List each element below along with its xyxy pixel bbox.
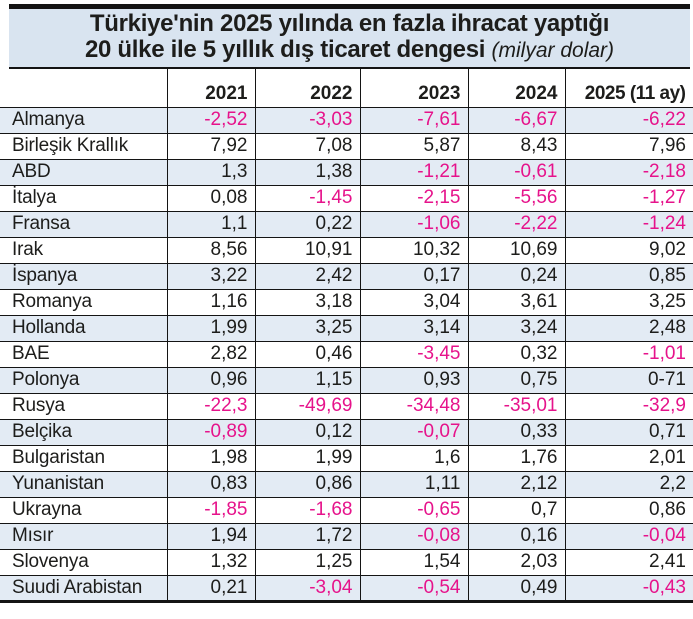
country-cell: Belçika bbox=[0, 419, 167, 445]
value-cell: -3,04 bbox=[255, 575, 360, 601]
title-unit-note: (milyar dolar) bbox=[491, 39, 615, 62]
country-cell: Fransa bbox=[0, 211, 167, 237]
value-cell: 0,86 bbox=[565, 497, 693, 523]
value-cell: -0,89 bbox=[167, 419, 255, 445]
value-cell: -1,24 bbox=[565, 211, 693, 237]
country-cell: İspanya bbox=[0, 263, 167, 289]
header-row bbox=[0, 69, 693, 107]
value-cell: 2,03 bbox=[468, 549, 565, 575]
value-cell: 2,42 bbox=[255, 263, 360, 289]
value-cell: -6,22 bbox=[565, 107, 693, 133]
table-row bbox=[0, 107, 693, 133]
table-row bbox=[0, 289, 693, 315]
value-cell: 3,18 bbox=[255, 289, 360, 315]
value-cell: 1,6 bbox=[360, 445, 468, 471]
value-cell: -2,18 bbox=[565, 159, 693, 185]
value-cell: 3,24 bbox=[468, 315, 565, 341]
country-cell: İtalya bbox=[0, 185, 167, 211]
country-cell: Almanya bbox=[0, 107, 167, 133]
value-cell: 7,96 bbox=[565, 133, 693, 159]
value-cell: -0,07 bbox=[360, 419, 468, 445]
value-cell: 2,2 bbox=[565, 471, 693, 497]
table-row bbox=[0, 523, 693, 549]
value-cell: 1,54 bbox=[360, 549, 468, 575]
value-cell: 0,71 bbox=[565, 419, 693, 445]
table-row bbox=[0, 497, 693, 523]
year-header-2023: 2023 bbox=[360, 69, 468, 107]
table-row bbox=[0, 367, 693, 393]
table-row bbox=[0, 263, 693, 289]
value-cell: 0,32 bbox=[468, 341, 565, 367]
value-cell: 0,75 bbox=[468, 367, 565, 393]
value-cell: -0,54 bbox=[360, 575, 468, 601]
value-cell: 0,17 bbox=[360, 263, 468, 289]
value-cell: 5,87 bbox=[360, 133, 468, 159]
value-cell: 0,33 bbox=[468, 419, 565, 445]
value-cell: -1,85 bbox=[167, 497, 255, 523]
value-cell: 2,48 bbox=[565, 315, 693, 341]
year-header-2024: 2024 bbox=[468, 69, 565, 107]
country-column-header bbox=[0, 69, 167, 107]
value-cell: 7,08 bbox=[255, 133, 360, 159]
country-cell: BAE bbox=[0, 341, 167, 367]
value-cell: 1,38 bbox=[255, 159, 360, 185]
value-cell: 1,72 bbox=[255, 523, 360, 549]
value-cell: 3,22 bbox=[167, 263, 255, 289]
value-cell: 2,01 bbox=[565, 445, 693, 471]
value-cell: -1,68 bbox=[255, 497, 360, 523]
country-cell: Rusya bbox=[0, 393, 167, 419]
value-cell: -0,65 bbox=[360, 497, 468, 523]
value-cell: 2,82 bbox=[167, 341, 255, 367]
table-row bbox=[0, 393, 693, 419]
country-cell: Romanya bbox=[0, 289, 167, 315]
value-cell: 3,25 bbox=[565, 289, 693, 315]
value-cell: 1,76 bbox=[468, 445, 565, 471]
value-cell: 1,32 bbox=[167, 549, 255, 575]
table-row bbox=[0, 159, 693, 185]
value-cell: 2,41 bbox=[565, 549, 693, 575]
value-cell: 0-71 bbox=[565, 367, 693, 393]
value-cell: 1,98 bbox=[167, 445, 255, 471]
value-cell: -1,45 bbox=[255, 185, 360, 211]
value-cell: -7,61 bbox=[360, 107, 468, 133]
value-cell: -34,48 bbox=[360, 393, 468, 419]
value-cell: 0,85 bbox=[565, 263, 693, 289]
table-row bbox=[0, 471, 693, 497]
value-cell: 0,22 bbox=[255, 211, 360, 237]
value-cell: 0,93 bbox=[360, 367, 468, 393]
value-cell: -5,56 bbox=[468, 185, 565, 211]
country-cell: Polonya bbox=[0, 367, 167, 393]
table-row bbox=[0, 211, 693, 237]
value-cell: 3,14 bbox=[360, 315, 468, 341]
value-cell: 3,25 bbox=[255, 315, 360, 341]
country-cell: Hollanda bbox=[0, 315, 167, 341]
value-cell: 7,92 bbox=[167, 133, 255, 159]
value-cell: -0,43 bbox=[565, 575, 693, 601]
table-row bbox=[0, 237, 693, 263]
country-cell: Bulgaristan bbox=[0, 445, 167, 471]
value-cell: 2,12 bbox=[468, 471, 565, 497]
value-cell: -35,01 bbox=[468, 393, 565, 419]
country-cell: Mısır bbox=[0, 523, 167, 549]
country-cell: Irak bbox=[0, 237, 167, 263]
title-line-1: Türkiye'nin 2025 yılında en fazla ihracat yaptığı bbox=[89, 10, 610, 37]
table-row bbox=[0, 133, 693, 159]
title-line-2 bbox=[9, 37, 690, 64]
table-row bbox=[0, 185, 693, 211]
value-cell: -1,06 bbox=[360, 211, 468, 237]
value-cell: -3,03 bbox=[255, 107, 360, 133]
value-cell: 8,56 bbox=[167, 237, 255, 263]
country-cell: ABD bbox=[0, 159, 167, 185]
value-cell: -0,08 bbox=[360, 523, 468, 549]
value-cell: -6,67 bbox=[468, 107, 565, 133]
value-cell: 1,99 bbox=[255, 445, 360, 471]
table-row bbox=[0, 419, 693, 445]
table-row bbox=[0, 445, 693, 471]
value-cell: -2,15 bbox=[360, 185, 468, 211]
country-cell: Ukrayna bbox=[0, 497, 167, 523]
value-cell: 1,25 bbox=[255, 549, 360, 575]
table-row bbox=[0, 575, 693, 601]
value-cell: 0,46 bbox=[255, 341, 360, 367]
value-cell: 1,15 bbox=[255, 367, 360, 393]
table-row bbox=[0, 315, 693, 341]
value-cell: 0,7 bbox=[468, 497, 565, 523]
value-cell: 1,1 bbox=[167, 211, 255, 237]
value-cell: 0,16 bbox=[468, 523, 565, 549]
value-cell: 3,61 bbox=[468, 289, 565, 315]
value-cell: 9,02 bbox=[565, 237, 693, 263]
value-cell: 1,11 bbox=[360, 471, 468, 497]
trade-balance-table bbox=[0, 69, 693, 603]
value-cell: -1,01 bbox=[565, 341, 693, 367]
value-cell: 1,3 bbox=[167, 159, 255, 185]
country-cell: Yunanistan bbox=[0, 471, 167, 497]
value-cell: 10,32 bbox=[360, 237, 468, 263]
year-header-2021: 2021 bbox=[167, 69, 255, 107]
country-cell: Suudi Arabistan bbox=[0, 575, 167, 601]
table-row bbox=[0, 549, 693, 575]
value-cell: 0,08 bbox=[167, 185, 255, 211]
value-cell: 0,96 bbox=[167, 367, 255, 393]
table-body bbox=[0, 107, 693, 601]
value-cell: -2,22 bbox=[468, 211, 565, 237]
year-header-2025: 2025 (11 ay) bbox=[565, 69, 693, 107]
value-cell: -0,61 bbox=[468, 159, 565, 185]
value-cell: 10,69 bbox=[468, 237, 565, 263]
value-cell: -1,27 bbox=[565, 185, 693, 211]
value-cell: 10,91 bbox=[255, 237, 360, 263]
value-cell: 8,43 bbox=[468, 133, 565, 159]
value-cell: -3,45 bbox=[360, 341, 468, 367]
title-block bbox=[9, 4, 690, 69]
value-cell: 1,94 bbox=[167, 523, 255, 549]
value-cell: 0,21 bbox=[167, 575, 255, 601]
value-cell: 0,24 bbox=[468, 263, 565, 289]
country-cell: Birleşik Krallık bbox=[0, 133, 167, 159]
table-row bbox=[0, 341, 693, 367]
value-cell: 0,86 bbox=[255, 471, 360, 497]
value-cell: 1,99 bbox=[167, 315, 255, 341]
value-cell: -2,52 bbox=[167, 107, 255, 133]
value-cell: -32,9 bbox=[565, 393, 693, 419]
year-header-2022: 2022 bbox=[255, 69, 360, 107]
value-cell: 3,04 bbox=[360, 289, 468, 315]
title-line-2-text: 20 ülke ile 5 yıllık dış ticaret dengesi bbox=[84, 36, 486, 63]
value-cell: -0,04 bbox=[565, 523, 693, 549]
value-cell: 0,12 bbox=[255, 419, 360, 445]
country-cell: Slovenya bbox=[0, 549, 167, 575]
value-cell: 1,16 bbox=[167, 289, 255, 315]
value-cell: -22,3 bbox=[167, 393, 255, 419]
value-cell: 0,83 bbox=[167, 471, 255, 497]
value-cell: 0,49 bbox=[468, 575, 565, 601]
value-cell: -1,21 bbox=[360, 159, 468, 185]
value-cell: -49,69 bbox=[255, 393, 360, 419]
